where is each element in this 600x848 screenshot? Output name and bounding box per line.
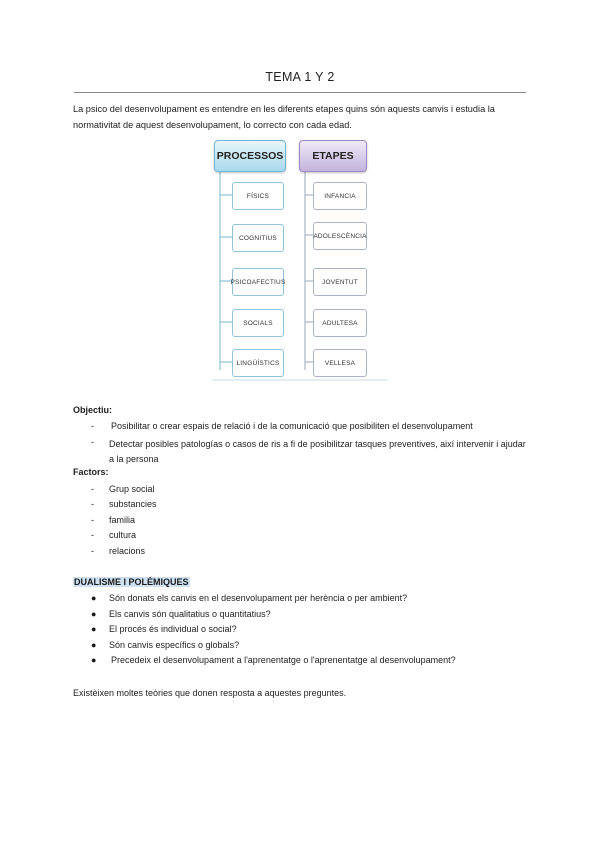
dualisme-item: Són donats els canvis en el desenvolupament per herència o per ambient? bbox=[109, 593, 408, 603]
bullet-marker: ● bbox=[91, 593, 97, 603]
stage-box: ADOLESCÈNCIA bbox=[313, 222, 367, 250]
dualisme-heading: DUALISME I POLÉMIQUES bbox=[74, 577, 189, 587]
stage-box: VELLESA bbox=[313, 349, 367, 377]
process-box: FÍSICS bbox=[232, 182, 284, 210]
factor-item: Grup social bbox=[109, 484, 155, 494]
dualisme-item: Són canvis específics o globals? bbox=[109, 640, 240, 650]
dash-marker: - bbox=[91, 437, 94, 447]
dash-marker: - bbox=[91, 530, 94, 540]
dash-marker: - bbox=[91, 515, 94, 525]
process-box: PSICOAFECTIUS bbox=[232, 268, 284, 296]
process-stages-diagram bbox=[210, 138, 390, 382]
stage-box: ADULTESA bbox=[313, 309, 367, 337]
dualisme-item: El procés és individual o social? bbox=[109, 624, 237, 634]
bullet-marker: ● bbox=[91, 655, 97, 665]
title-divider bbox=[74, 92, 526, 93]
process-box: LINGÜÍSTICS bbox=[232, 349, 284, 377]
conclusion-text: Existèixen moltes teòries que donen resposta a aquestes preguntes. bbox=[73, 688, 347, 698]
objectiu-label: Objectiu: bbox=[73, 405, 113, 415]
factor-item: substancies bbox=[109, 499, 157, 509]
factor-item: familia bbox=[109, 515, 136, 525]
intro-paragraph: La psico del desenvolupament es entendre en les diferents etapes quins són aquests canvis i estudia la normativitat de aquest desenvolupament, lo correcto con cada edad. bbox=[73, 104, 495, 130]
bullet-marker: ● bbox=[91, 624, 97, 634]
dash-marker: - bbox=[91, 484, 94, 494]
page-title: TEMA 1 Y 2 bbox=[265, 70, 335, 84]
objectiu-item: Posibilitar o crear espais de relació i de la comunicació que posibiliten el desenvolupament bbox=[111, 421, 473, 431]
dash-marker: - bbox=[91, 499, 94, 509]
dash-marker: - bbox=[91, 421, 94, 431]
process-box: SOCIALS bbox=[232, 309, 284, 337]
diagram-connectors bbox=[210, 138, 390, 382]
objectiu-item: Detectar posibles patologías o casos de ris a fi de posibilitzar tasques preventives, així intervenir i ajudar a la persona bbox=[109, 439, 526, 464]
factors-label: Factors: bbox=[73, 467, 109, 477]
stage-box: JOVENTUT bbox=[313, 268, 367, 296]
bullet-marker: ● bbox=[91, 640, 97, 650]
dualisme-item: Precedeix el desenvolupament a l'aprenentatge o l'aprenentatge al desenvolupament? bbox=[111, 655, 456, 665]
process-box: COGNITIUS bbox=[232, 224, 284, 252]
etapes-header: ETAPES bbox=[299, 140, 367, 172]
factor-item: relacions bbox=[109, 546, 146, 556]
dash-marker: - bbox=[91, 546, 94, 556]
bullet-marker: ● bbox=[91, 609, 97, 619]
stage-box: INFANCIA bbox=[313, 182, 367, 210]
dualisme-item: Els canvis són qualitatius o quantitatius? bbox=[109, 609, 271, 619]
processos-header: PROCESSOS bbox=[214, 140, 286, 172]
factor-item: cultura bbox=[109, 530, 137, 540]
